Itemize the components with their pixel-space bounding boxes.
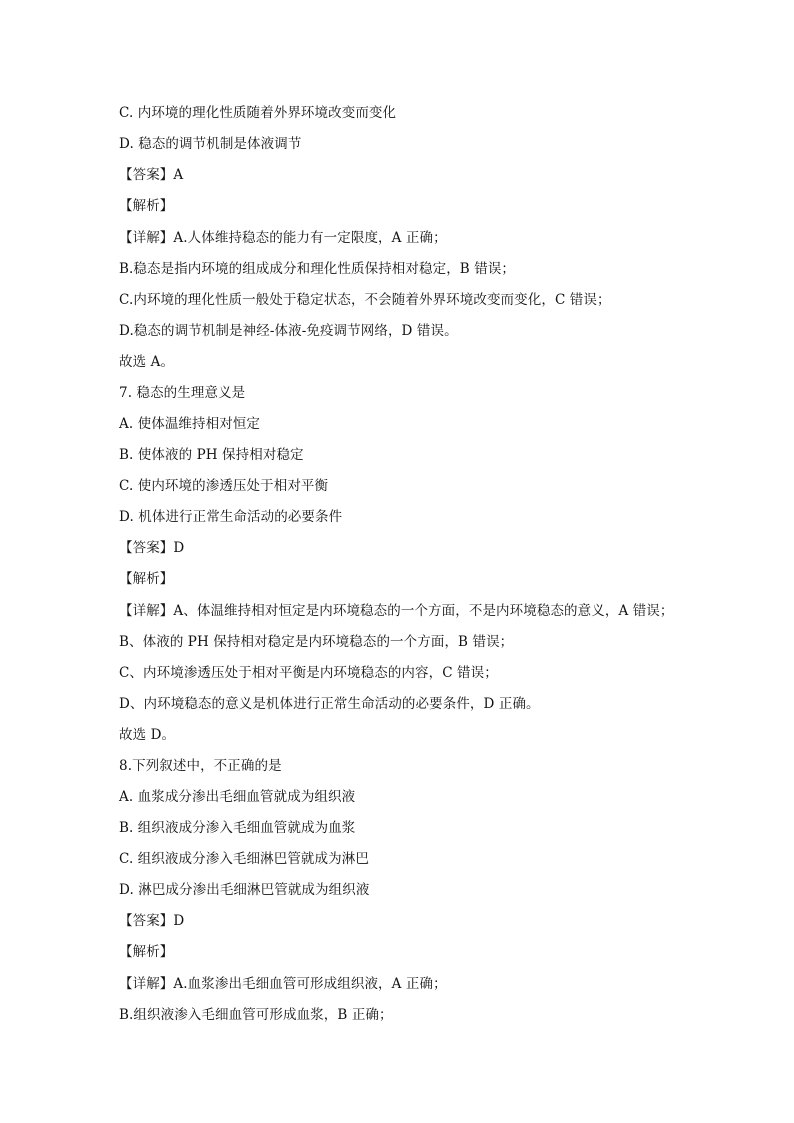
- explanation-line: D、内环境稳态的意义是机体进行正常生命活动的必要条件，D 正确。: [119, 696, 540, 712]
- answer-line: 【答案】A: [119, 167, 184, 183]
- explanation-line: 【详解】A.血浆渗出毛细血管可形成组织液，A 正确；: [119, 976, 447, 992]
- option-d-line: D. 稳态的调节机制是体液调节: [119, 136, 302, 152]
- analysis-heading: 【解析】: [119, 944, 174, 960]
- analysis-heading: 【解析】: [119, 571, 174, 587]
- answer-line: 【答案】D: [119, 913, 185, 929]
- explanation-line: D.稳态的调节机制是神经-体液-免疫调节网络，D 错误。: [119, 323, 458, 339]
- explanation-line: B、体液的 PH 保持相对稳定是内环境稳态的一个方面，B 错误；: [119, 634, 514, 650]
- conclusion-line: 故选 A。: [119, 354, 175, 370]
- option-d-line: D. 淋巴成分渗出毛细淋巴管就成为组织液: [119, 882, 370, 898]
- explanation-line: B.组织液渗入毛细血管可形成血浆，B 正确；: [119, 1007, 393, 1023]
- option-b-line: B. 组织液成分渗入毛细血管就成为血浆: [119, 820, 356, 836]
- option-b-line: B. 使体液的 PH 保持相对稳定: [119, 447, 304, 463]
- explanation-line: 【详解】A.人体维持稳态的能力有一定限度，A 正确；: [119, 230, 447, 246]
- option-c-line: C. 组织液成分渗入毛细淋巴管就成为淋巴: [119, 851, 369, 867]
- answer-line: 【答案】D: [119, 540, 185, 556]
- explanation-line: B.稳态是指内环境的组成成分和理化性质保持相对稳定，B 错误；: [119, 261, 516, 277]
- option-d-line: D. 机体进行正常生命活动的必要条件: [119, 509, 343, 525]
- explanation-line: C、内环境渗透压处于相对平衡是内环境稳态的内容，C 错误；: [119, 665, 498, 681]
- conclusion-line: 故选 D。: [119, 727, 176, 743]
- explanation-line: C.内环境的理化性质一般处于稳定状态，不会随着外界环境改变而变化，C 错误；: [119, 292, 611, 308]
- option-a-line: A. 血浆成分渗出毛细血管就成为组织液: [119, 789, 356, 805]
- analysis-heading: 【解析】: [119, 198, 174, 214]
- option-a-line: A. 使体温维持相对恒定: [119, 416, 261, 432]
- question-7-stem: 7. 稳态的生理意义是: [119, 385, 246, 401]
- question-8-stem: 8.下列叙述中，不正确的是: [119, 758, 282, 774]
- option-c-line: C. 内环境的理化性质随着外界环境改变而变化: [119, 105, 397, 121]
- explanation-line: 【详解】A、体温维持相对恒定是内环境稳态的一个方面，不是内环境稳态的意义，A 错误；: [119, 603, 674, 619]
- option-c-line: C. 使内环境的渗透压处于相对平衡: [119, 478, 329, 494]
